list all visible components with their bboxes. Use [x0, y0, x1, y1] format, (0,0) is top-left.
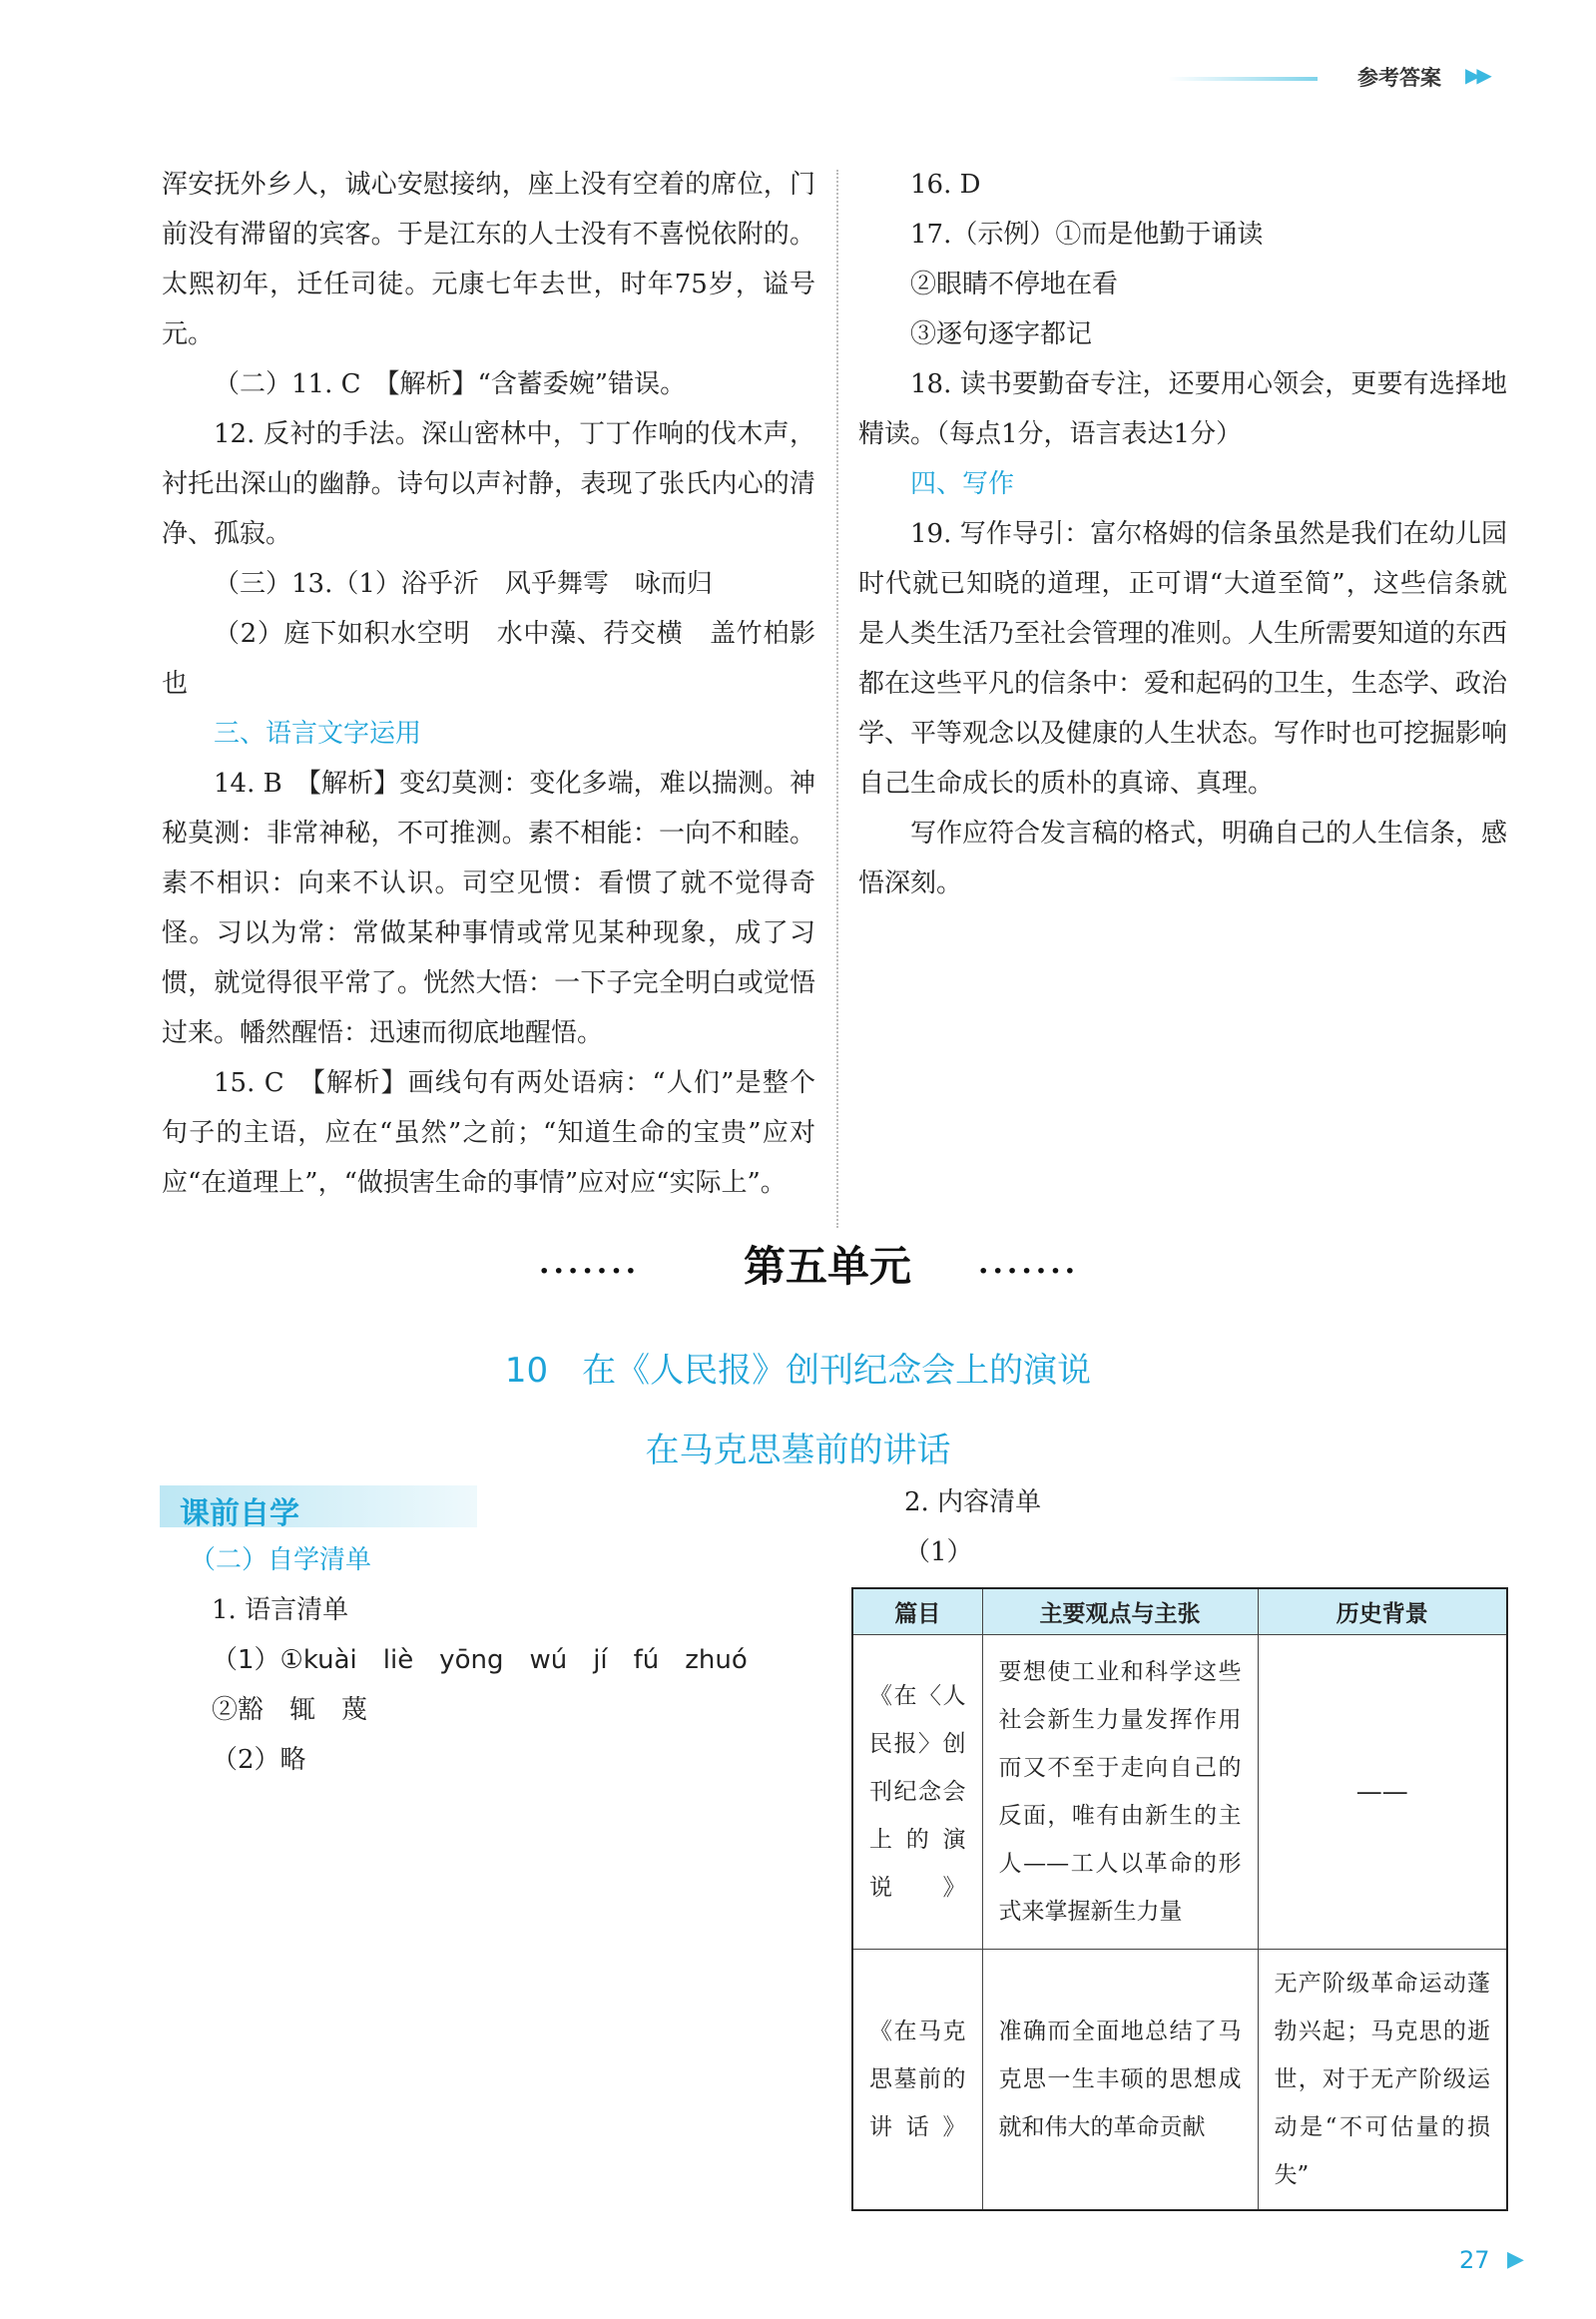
- page-number: 27: [1459, 2246, 1490, 2274]
- table-cell-title: 《在马克思墓前的讲话》: [852, 1949, 982, 2210]
- column-divider: [836, 170, 838, 1228]
- answer-translation-end: 浑安抚外乡人，诚心安慰接纳，座上没有空着的席位，门前没有滞留的宾客。于是江东的人士没有不喜悦依附的。太熙初年，迁任司徒。元康七年去世，时年75岁，谥号元。: [162, 170, 815, 349]
- table-cell-title: 《在〈人民报〉创刊纪念会上的演说》: [852, 1634, 982, 1949]
- lesson-title-2: 在马克思墓前的讲话: [645, 1431, 951, 1470]
- answer-12: 12. 反衬的手法。深山密林中，丁丁作响的伐木声，衬托出深山的幽静。诗句以声衬静，表现了张氏内心的清净、孤寂。: [162, 419, 815, 549]
- table-row: [852, 1634, 1507, 1949]
- lesson-title-1: 10 在《人民报》创刊纪念会上的演说: [504, 1351, 1092, 1391]
- self-study-list: [190, 1535, 789, 1785]
- answer-14: 14. B 【解析】变幻莫测：变化多端，难以揣测。神秘莫测：非常神秘，不可推测。素不相能：一向不和睦。素不相识：向来不认识。司空见惯：看惯了就不觉得奇怪。习以为常：常做某种事情或常见某种现象，成了习惯，就觉得很平常了。恍然大悟：一下子完全明白或觉悟过来。幡然醒悟：迅速而彻底地醒悟。: [162, 769, 815, 1048]
- character-answers: ②豁 辄 蔑: [212, 1695, 368, 1725]
- table-cell-background: 无产阶级革命运动蓬勃兴起；马克思的逝世，对于无产阶级运动是“不可估量的损失”: [1258, 1949, 1507, 2210]
- table-header-title: 篇目: [852, 1588, 982, 1634]
- pre-study-tag: [160, 1485, 477, 1531]
- answer-omitted: （2）略: [212, 1745, 306, 1775]
- answer-17c: ③逐句逐字都记: [910, 319, 1093, 349]
- table-cell-background: ——: [1258, 1634, 1507, 1949]
- table-cell-point: 要想使工业和科学这些社会新生力量发挥作用而又不至于走向自己的反面，唯有由新生的主人——工人以革命的形式来掌握新生力量: [982, 1634, 1258, 1949]
- language-list-label: 1. 语言清单: [212, 1595, 349, 1625]
- answer-17b: ②眼睛不停地在看: [910, 270, 1119, 299]
- header-decoration-line: [1168, 77, 1318, 81]
- pinyin-answers: （1）①kuài liè yōng wú jí fú zhuó: [212, 1645, 748, 1675]
- header-arrows-icon: ▶▶: [1465, 63, 1488, 87]
- table-row: [852, 1949, 1507, 2210]
- self-study-subheading: （二）自学清单: [190, 1545, 372, 1575]
- answer-19-b: 写作应符合发言稿的格式，明确自己的人生信条，感悟深刻。: [858, 819, 1508, 898]
- answer-18: 18. 读书要勤奋专注，还要用心领会，更要有选择地精读。（每点1分，语言表达1分）: [858, 369, 1507, 449]
- table-header-point: 主要观点与主张: [982, 1588, 1258, 1634]
- answer-11: （二）11. C 【解析】“含蓄委婉”错误。: [214, 369, 687, 399]
- table-header-row: [852, 1588, 1507, 1634]
- right-column: [858, 160, 1507, 908]
- content-list-label: 2. 内容清单: [904, 1487, 1042, 1517]
- answer-19: 19. 写作导引：富尔格姆的信条虽然是我们在幼儿园时代就已知晓的道理，正可谓“大道至简”，这些信条就是人类生活乃至社会管理的准则。人生所需要知道的东西都在这些平凡的信条中：爱和起码的卫生，生态学、政治学、平等观念以及健康的人生状态。写作时也可挖掘影响自己生命成长的质朴的真谛、真理。: [858, 519, 1508, 799]
- left-column: [162, 160, 815, 1208]
- answer-13-2: （2）庭下如积水空明 水中藻、荇交横 盖竹柏影也: [162, 619, 815, 699]
- unit-title-text: 第五单元: [744, 1242, 912, 1291]
- pre-study-tag-text: 课前自学: [180, 1496, 299, 1531]
- table-header-background: 历史背景: [1258, 1588, 1507, 1634]
- content-list: [904, 1477, 1403, 1577]
- answer-15: 15. C 【解析】画线句有两处语病：“人们”是整个句子的主语，应在“虽然”之前；“知道生命的宝贵”应对应“在道理上”，“做损害生命的事情”应对应“实际上”。: [162, 1068, 815, 1198]
- header-label: 参考答案: [1357, 66, 1441, 90]
- content-list-sub: （1）: [904, 1537, 973, 1567]
- page-arrow-icon: ▶: [1507, 2247, 1524, 2272]
- unit-dots-right: ·······: [978, 1254, 1080, 1289]
- page-header: [1168, 62, 1512, 92]
- answer-17a: 17.（示例）①而是他勤于诵读: [910, 220, 1264, 250]
- answer-16: 16. D: [910, 170, 981, 200]
- unit-dots-left: ·······: [539, 1254, 641, 1289]
- section-heading-4: 四、写作: [910, 469, 1015, 499]
- content-table: [851, 1587, 1508, 2211]
- table-cell-point: 准确而全面地总结了马克思一生丰硕的思想成就和伟大的革命贡献: [982, 1949, 1258, 2210]
- section-heading-3: 三、语言文字运用: [214, 719, 422, 749]
- unit-title: [539, 1234, 1158, 1304]
- answer-13-1: （三）13.（1）浴乎沂 风乎舞雩 咏而归: [214, 569, 713, 599]
